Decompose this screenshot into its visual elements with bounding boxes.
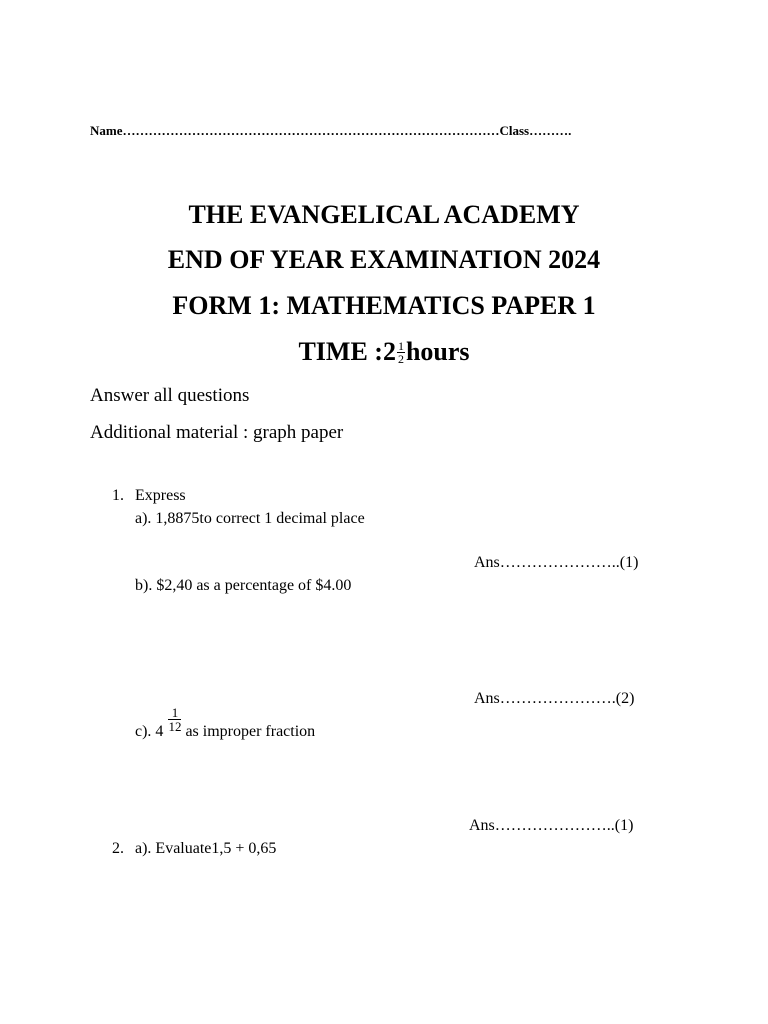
question-2a-text: a). Evaluate1,5 + 0,65 <box>135 840 277 857</box>
question-1b-answer-line: Ans………………….(2) <box>474 690 635 707</box>
question-1a-text: a). 1,8875to correct 1 decimal place <box>135 510 365 527</box>
question-1b-text: b). $2,40 as a percentage of $4.00 <box>135 577 352 594</box>
question-1-number: 1. <box>112 487 124 504</box>
question-1c-answer-line: Ans…………………..(1) <box>469 817 634 834</box>
time-prefix: TIME :2 <box>298 337 396 366</box>
question-1c-fraction-numerator: 1 <box>168 706 181 720</box>
instruction-answer-all: Answer all questions <box>90 385 250 406</box>
time-suffix: hours <box>405 337 470 366</box>
question-1c-fraction-denominator: 12 <box>168 719 182 734</box>
exam-title: END OF YEAR EXAMINATION 2024 <box>167 245 601 274</box>
question-2-number: 2. <box>112 840 124 857</box>
instruction-additional-material: Additional material : graph paper <box>90 422 344 443</box>
time-fraction-denominator: 2 <box>397 351 404 366</box>
question-1-title: Express <box>135 487 186 504</box>
question-1c-fraction <box>168 706 181 733</box>
time-fraction-numerator: 1 <box>397 338 404 353</box>
question-1c-suffix: as improper fraction <box>185 723 316 741</box>
paper-title: FORM 1: MATHEMATICS PAPER 1 <box>172 291 596 320</box>
school-title: THE EVANGELICAL ACADEMY <box>188 200 580 229</box>
question-1a-answer-line: Ans…………………..(1) <box>474 554 639 571</box>
name-class-line: Name……………………………………………………………………………Class………. <box>90 123 572 138</box>
question-1c <box>135 705 316 741</box>
time-allowed <box>0 337 768 367</box>
time-fraction <box>397 340 405 365</box>
question-1c-prefix: c). 4 <box>135 723 164 741</box>
